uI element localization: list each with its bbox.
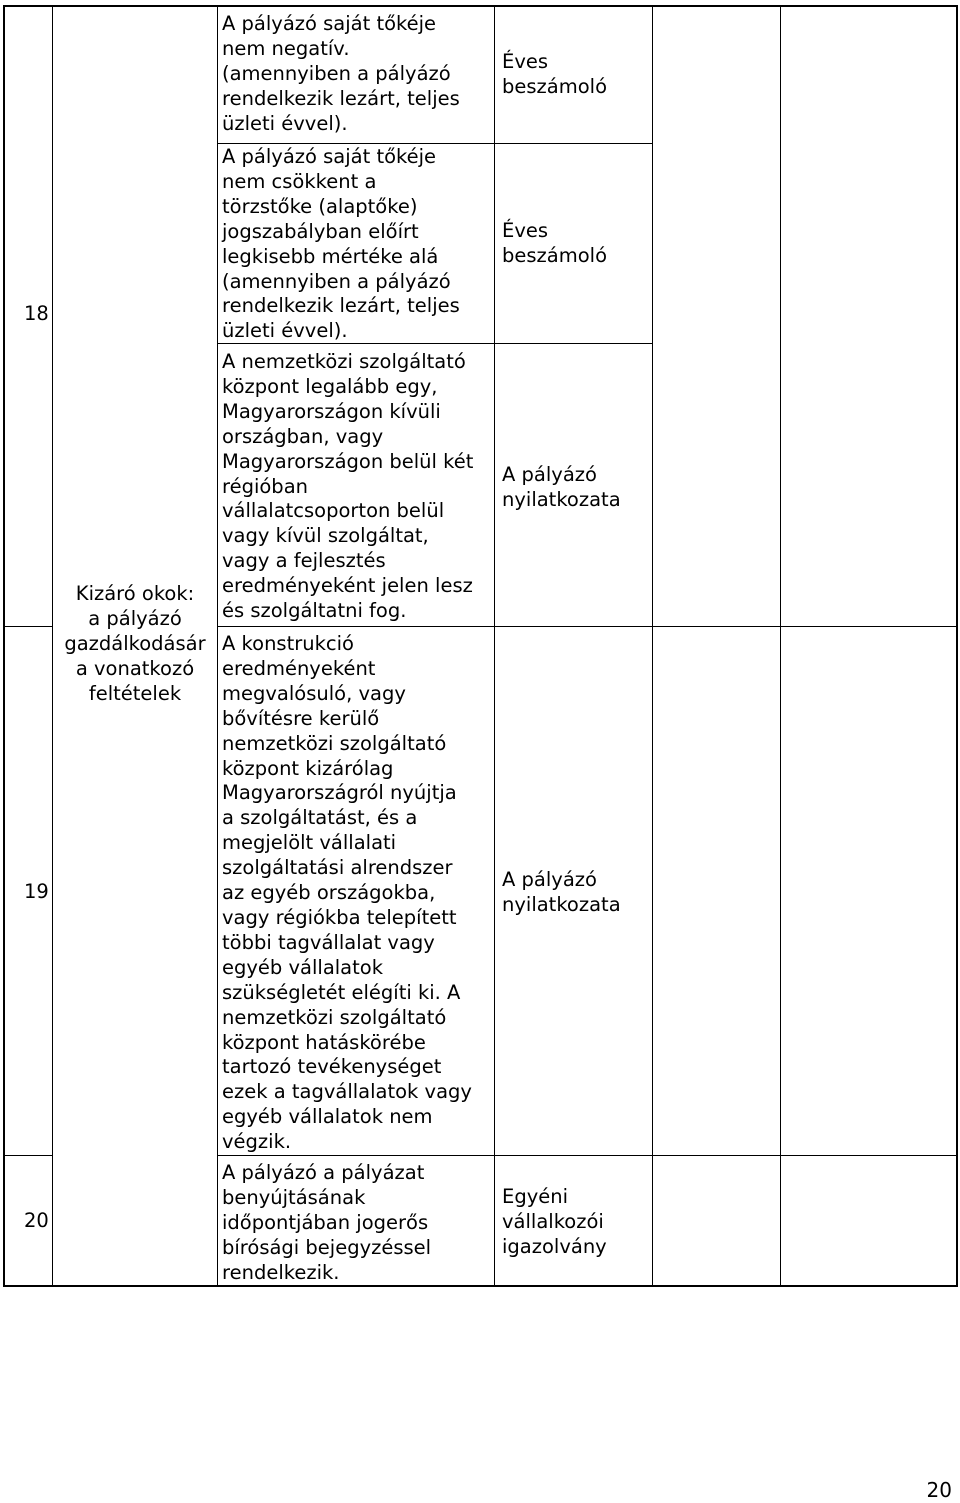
criterion-text: A pályázó saját tőkéje nem negatív. (amennyiben a pályázó rendelkezik lezárt, teljes üzleti évvel). [222, 12, 460, 135]
column-divider [217, 5, 218, 1287]
category-label: Kizáró okok: a pályázó gazdálkodásár a vonatkozó feltételek [64, 582, 206, 705]
supporting-document: Egyéni vállalkozói igazolvány [502, 1185, 607, 1258]
criterion-text: A pályázó a pályázat benyújtásának időpontjában jogerős bírósági bejegyzéssel rendelkezik. [222, 1161, 432, 1284]
row-divider [217, 626, 958, 627]
row-divider [3, 626, 53, 627]
row-number: 19 [24, 880, 49, 903]
column-divider [494, 5, 495, 1287]
column-divider [652, 5, 653, 1287]
supporting-document: Éves beszámoló [502, 219, 607, 267]
criterion-text: A konstrukció eredményeként megvalósuló, vagy bővítésre kerülő nemzetközi szolgáltató központ kizárólag Magyarországról nyújtja a szolgáltatást, és a megjelölt vállalati szolgáltatási alrendszer az egyéb országokba, vagy régiókba telepített többi tagvállalat vagy egyéb vállalatok szükségletét elégíti ki. A nemzetközi szolgáltató központ hatáskörébe tartozó tevékenységet ezek a tagvállalatok vagy egyéb vállalatok nem végzik. [222, 632, 472, 1154]
column-divider [780, 5, 781, 1287]
row-divider [3, 1155, 53, 1156]
criterion-text: A pályázó saját tőkéje nem csökkent a törzstőke (alaptőke) jogszabályban előírt legkisebb mértéke alá (amennyiben a pályázó rendelkezik lezárt, teljes üzleti évvel). [222, 145, 460, 343]
supporting-document: Éves beszámoló [502, 50, 607, 98]
row-number: 18 [24, 302, 49, 325]
criterion-divider [217, 143, 652, 144]
row-number: 20 [24, 1209, 49, 1232]
page-number: 20 [926, 1478, 952, 1502]
criterion-text: A nemzetközi szolgáltató központ legalább egy, Magyarországon kívüli országban, vagy Magyarországon belül két régióban vállalatcsoporton belül vagy kívül szolgáltat, vagy a fejlesztés eredményeként jelen lesz és szolgáltatni fog. [222, 350, 474, 623]
supporting-document: A pályázó nyilatkozata [502, 463, 621, 511]
row-divider [217, 1155, 958, 1156]
supporting-document: A pályázó nyilatkozata [502, 868, 621, 916]
